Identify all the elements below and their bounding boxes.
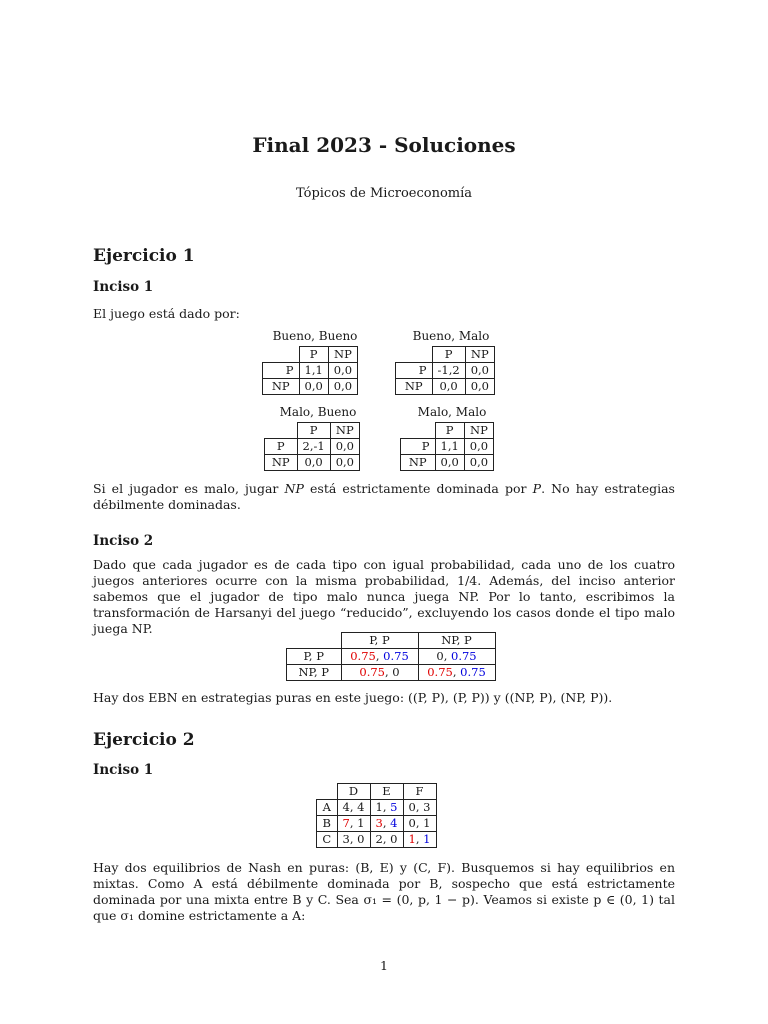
ej1-inciso1-conclusion: Si el jugador es malo, jugar NP está estrictamente dominada por P. No hay estrategias débilmente dominadas.: [93, 481, 675, 512]
row-header: NP, P: [287, 665, 342, 681]
payoff-cell: 0.75, 0.75: [341, 649, 418, 665]
payoff-cell: 1,1: [435, 439, 464, 455]
section-heading-ej2: Ejercicio 2: [93, 730, 195, 750]
col-header: F: [403, 784, 436, 800]
payoff-cell: 0, 3: [403, 800, 436, 816]
payoff-cell: 0, 1: [403, 816, 436, 832]
payoff-cell: 1, 5: [370, 800, 403, 816]
row-header: A: [317, 800, 338, 816]
game-table-malo-bueno: [264, 422, 360, 471]
col-header: D: [337, 784, 370, 800]
payoff-cell: 7, 1: [337, 816, 370, 832]
row-header: P: [401, 439, 436, 455]
payoff-cell: 1,1: [299, 363, 328, 379]
ej1-intro-text: El juego está dado por:: [93, 306, 240, 321]
payoff-cell: 0.75, 0: [341, 665, 418, 681]
subsection-heading-ej1-inciso1: Inciso 1: [93, 279, 154, 295]
payoff-cell: 1, 1: [403, 832, 436, 848]
row-header: P, P: [287, 649, 342, 665]
payoff-cell: 0,0: [465, 363, 494, 379]
document-subtitle: Tópicos de Microeconomía: [295, 186, 473, 201]
payoff-cell: 0,0: [432, 379, 465, 395]
payoff-cell: 0,0: [330, 455, 359, 471]
game-caption-malo-malo: Malo, Malo: [417, 405, 487, 419]
subsection-heading-ej1-inciso2: Inciso 2: [93, 533, 154, 549]
payoff-cell: 0,0: [465, 379, 494, 395]
subsection-heading-ej2-inciso1: Inciso 1: [93, 762, 154, 778]
col-header: P: [432, 347, 465, 363]
harsanyi-table: [286, 632, 496, 681]
normal-form-table: [316, 783, 437, 848]
col-header: NP: [330, 423, 359, 439]
col-header: NP: [465, 347, 494, 363]
row-header: P: [263, 363, 300, 379]
payoff-cell: 4, 4: [337, 800, 370, 816]
game-caption-bueno-malo: Bueno, Malo: [412, 329, 490, 343]
col-header: E: [370, 784, 403, 800]
row-header: NP: [401, 455, 436, 471]
payoff-cell: 0,0: [435, 455, 464, 471]
ej1-inciso2-text: Dado que cada jugador es de cada tipo con igual probabilidad, cada uno de los cuatro juegos anteriores ocurre con la misma probabilidad, 1/4. Además, del inciso anterior sabemos que el jugador de tipo malo nunca juega NP. Por lo tanto, escribimos la transformación de Harsanyi del juego “reducido”, excluyendo los casos donde el tipo malo juega NP.: [93, 557, 675, 636]
game-table-bueno-bueno: [262, 346, 358, 395]
payoff-cell: 3, 0: [337, 832, 370, 848]
row-header: P: [265, 439, 298, 455]
payoff-cell: 0,0: [464, 455, 493, 471]
payoff-cell: 0,0: [328, 363, 357, 379]
section-heading-ej1: Ejercicio 1: [93, 246, 195, 266]
col-header: P, P: [341, 633, 418, 649]
page-number: 1: [380, 958, 388, 973]
col-header: P: [297, 423, 330, 439]
game-caption-bueno-bueno: Bueno, Bueno: [272, 329, 358, 343]
col-header: NP, P: [418, 633, 495, 649]
game-table-bueno-malo: [395, 346, 495, 395]
row-header: P: [396, 363, 433, 379]
payoff-cell: 3, 4: [370, 816, 403, 832]
payoff-cell: 0,0: [464, 439, 493, 455]
payoff-cell: 0,0: [299, 379, 328, 395]
col-header: P: [435, 423, 464, 439]
payoff-cell: 0,0: [330, 439, 359, 455]
payoff-cell: -1,2: [432, 363, 465, 379]
ej1-inciso2-conclusion: Hay dos EBN en estrategias puras en este juego: ((P, P), (P, P)) y ((NP, P), (NP, P)).: [93, 690, 613, 705]
payoff-cell: 0,0: [328, 379, 357, 395]
payoff-cell: 0,0: [297, 455, 330, 471]
col-header: NP: [464, 423, 493, 439]
row-header: NP: [265, 455, 298, 471]
document-title: Final 2023 - Soluciones: [252, 133, 516, 157]
row-header: B: [317, 816, 338, 832]
row-header: C: [317, 832, 338, 848]
payoff-cell: 0, 0.75: [418, 649, 495, 665]
payoff-cell: 0.75, 0.75: [418, 665, 495, 681]
row-header: NP: [396, 379, 433, 395]
game-table-malo-malo: [400, 422, 494, 471]
row-header: NP: [263, 379, 300, 395]
ej2-inciso1-text: Hay dos equilibrios de Nash en puras: (B, E) y (C, F). Busquemos si hay equilibrios en mixtas. Como A está débilmente dominada por B, sospecho que está estrictamente dominada por una mixta entre B y C. Sea σ₁ = (0, p, 1 − p). Veamos si existe p ∈ (0, 1) tal que σ₁ domine estrictamente a A:: [93, 860, 675, 923]
payoff-cell: 2,-1: [297, 439, 330, 455]
col-header: NP: [328, 347, 357, 363]
payoff-cell: 2, 0: [370, 832, 403, 848]
col-header: P: [299, 347, 328, 363]
game-caption-malo-bueno: Malo, Bueno: [279, 405, 357, 419]
